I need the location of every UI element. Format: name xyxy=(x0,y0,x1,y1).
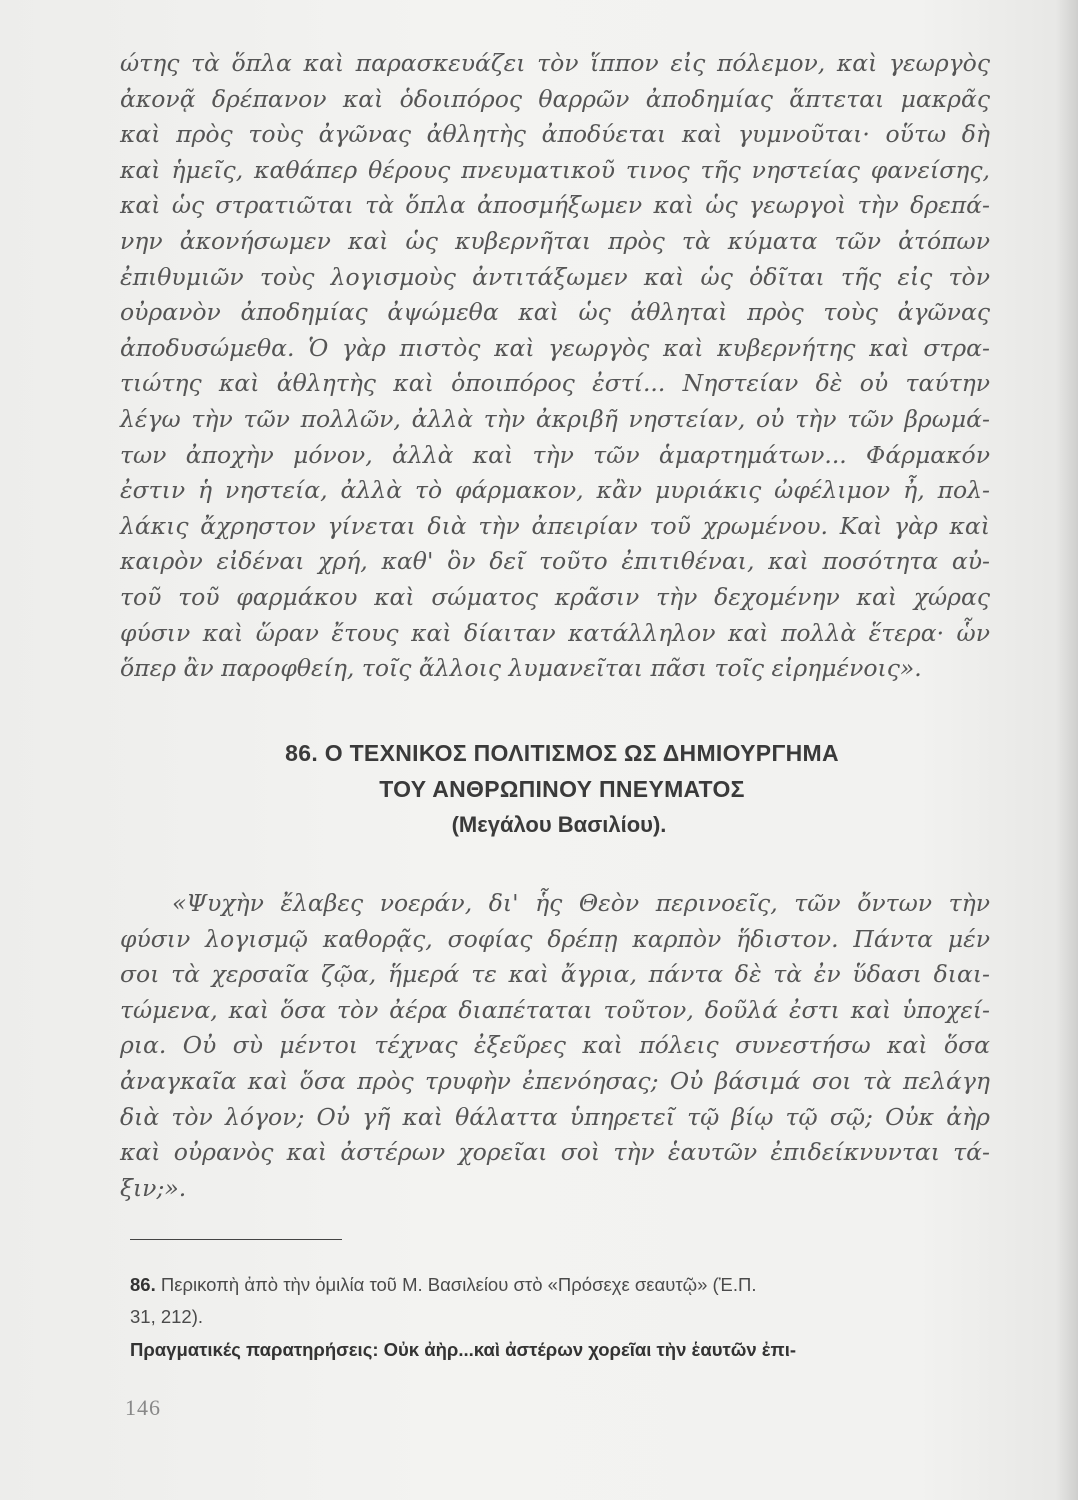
text-line: λάκις ἄχρηστον γίνεται διὰ τὴν ἀπειρίαν τοῦ χρωμένου. Καὶ γὰρ καὶ xyxy=(120,511,990,540)
text-line: οὐρανὸν ἀποδημίας ἀψώμεθα καὶ ὡς ἀθληταὶ πρὸς τοὺς ἀγῶνας xyxy=(120,298,990,327)
text-line: φύσιν λογισμῷ καθορᾷς, σοφίας δρέπῃ καρπὸν ἥδιστον. Πάντα μέν xyxy=(120,924,990,953)
text-line: τοῦ τοῦ φαρμάκου καὶ σώματος κρᾶσιν τὴν δεχομένην καὶ χώρας xyxy=(120,582,990,611)
text-line: λέγω τὴν τῶν πολλῶν, ἀλλὰ τὴν ἀκριβῆ νηστείαν, οὐ τὴν τῶν βρωμά- xyxy=(120,404,990,433)
spine-shadow xyxy=(1056,0,1078,1500)
text-line: τώμενα, καὶ ὅσα τὸν ἀέρα διαπέταται τοῦτον, δοῦλά ἐστι καὶ ὑποχεί- xyxy=(120,995,990,1024)
top-passage xyxy=(120,46,990,687)
quote-passage xyxy=(120,886,990,1206)
section-heading-line-1: 86. Ο ΤΕΧΝΙΚΟΣ ΠΟΛΙΤΙΣΜΟΣ ΩΣ ΔΗΜΙΟΥΡΓΗΜΑ xyxy=(285,740,839,766)
footnote-86-continued: 31, 212). xyxy=(130,1306,204,1327)
text-line: διὰ τὸν λόγον; Οὐ γῆ καὶ θάλαττα ὑπηρετεῖ τῷ βίῳ τῷ σῷ; Οὐκ ἀὴρ xyxy=(120,1102,990,1131)
footnote-number: 86. xyxy=(130,1274,156,1295)
section-heading-line-2: ΤΟΥ ΑΝΘΡΩΠΙΝΟΥ ΠΝΕΥΜΑΤΟΣ xyxy=(379,776,745,802)
text-line: ρια. Οὐ σὺ μέντοι τέχνας ἐξεῦρες καὶ πόλεις συνεστήσω καὶ ὅσα xyxy=(120,1031,990,1060)
text-line: ὅπερ ἂν παροφθείη, τοῖς ἄλλοις λυμανεῖται πᾶσι τοῖς εἰρημένοις». xyxy=(120,654,922,683)
text-line: ἐπιθυμιῶν τοὺς λογισμοὺς ἀντιτάξωμεν καὶ ὡς ὁδῖται τῆς εἰς τὸν xyxy=(120,262,990,291)
footnote-86 xyxy=(130,1268,990,1302)
text-line: καὶ ὡς στρατιῶται τὰ ὅπλα ἀποσμήξωμεν καὶ ὡς γεωργοὶ τὴν δρεπά- xyxy=(120,191,990,220)
text-line: καὶ πρὸς τοὺς ἀγῶνας ἀθλητὴς ἀποδύεται καὶ γυμνοῦται· οὕτω δὴ xyxy=(120,120,990,149)
text-line: σοι τὰ χερσαῖα ζῷα, ἥμερά τε καὶ ἄγρια, πάντα δὲ τὰ ἐν ὕδασι διαι- xyxy=(120,960,990,989)
footnote-divider xyxy=(130,1239,342,1240)
text-line: ἀκονᾷ δρέπανον καὶ ὁδοιπόρος θαρρῶν ἀποδημίας ἅπτεται μακρᾶς xyxy=(120,84,990,113)
text-line: ἀποδυσώμεθα. Ὁ γὰρ πιστὸς καὶ γεωργὸς καὶ κυβερνήτης καὶ στρα- xyxy=(120,333,990,362)
text-line: φύσιν καὶ ὥραν ἔτους καὶ δίαιταν κατάλληλον καὶ πολλὰ ἕτερα· ὧν xyxy=(120,618,990,647)
page-number: 146 xyxy=(125,1395,161,1420)
footnote-text: Περικοπὴ ἀπὸ τὴν ὁμιλία τοῦ Μ. Βασιλείου στὸ «Πρόσεχε σεαυτῷ» (Ἐ.Π. xyxy=(160,1274,757,1295)
footnote-remarks: Πραγματικές παρατηρήσεις: Οὐκ ἀὴρ...καὶ ἀστέρων χορεῖαι τὴν ἑαυτῶν ἐπι- xyxy=(130,1339,797,1360)
text-line: νην ἀκονήσωμεν καὶ ὡς κυβερνῆται πρὸς τὰ κύματα τῶν ἀτόπων xyxy=(120,226,990,255)
text-line: ώτης τὰ ὅπλα καὶ παρασκευάζει τὸν ἵππον εἰς πόλεμον, καὶ γεωργὸς xyxy=(120,49,990,77)
section-heading-attribution: (Μεγάλου Βασιλίου). xyxy=(451,812,667,837)
text-line: ἀναγκαῖα καὶ ὅσα πρὸς τρυφὴν ἐπενόησας; Οὐ βάσιμά σοι τὰ πελάγη xyxy=(120,1066,990,1095)
text-line: «Ψυχὴν ἔλαβες νοεράν, δι' ἧς Θεὸν περινοεῖς, τῶν ὄντων τὴν xyxy=(172,889,990,917)
text-line: καιρὸν εἰδέναι χρή, καθ' ὃν δεῖ τοῦτο ἐπιτιθέναι, καὶ ποσότητα αὐ- xyxy=(120,547,990,576)
text-line: καὶ ἡμεῖς, καθάπερ θέρους πνευματικοῦ τινος τῆς νηστείας φανείσης, xyxy=(120,155,990,184)
text-line: καὶ οὐρανὸς καὶ ἀστέρων χορεῖαι σοὶ τὴν ἑαυτῶν ἐπιδείκνυνται τά- xyxy=(120,1138,990,1167)
text-line: ἐστιν ἡ νηστεία, ἀλλὰ τὸ φάρμακον, κἂν μυριάκις ὠφέλιμον ἦ, πολ- xyxy=(120,476,990,505)
text-line: τιώτης καὶ ἀθλητὴς καὶ ὁποιπόρος ἐστί... Νηστείαν δὲ οὐ ταύτην xyxy=(120,369,990,398)
text-line: ξιν;». xyxy=(120,1173,187,1202)
text-line: των ἀποχὴν μόνον, ἀλλὰ καὶ τὴν τῶν ἁμαρτημάτων... Φάρμακόν xyxy=(120,440,990,469)
